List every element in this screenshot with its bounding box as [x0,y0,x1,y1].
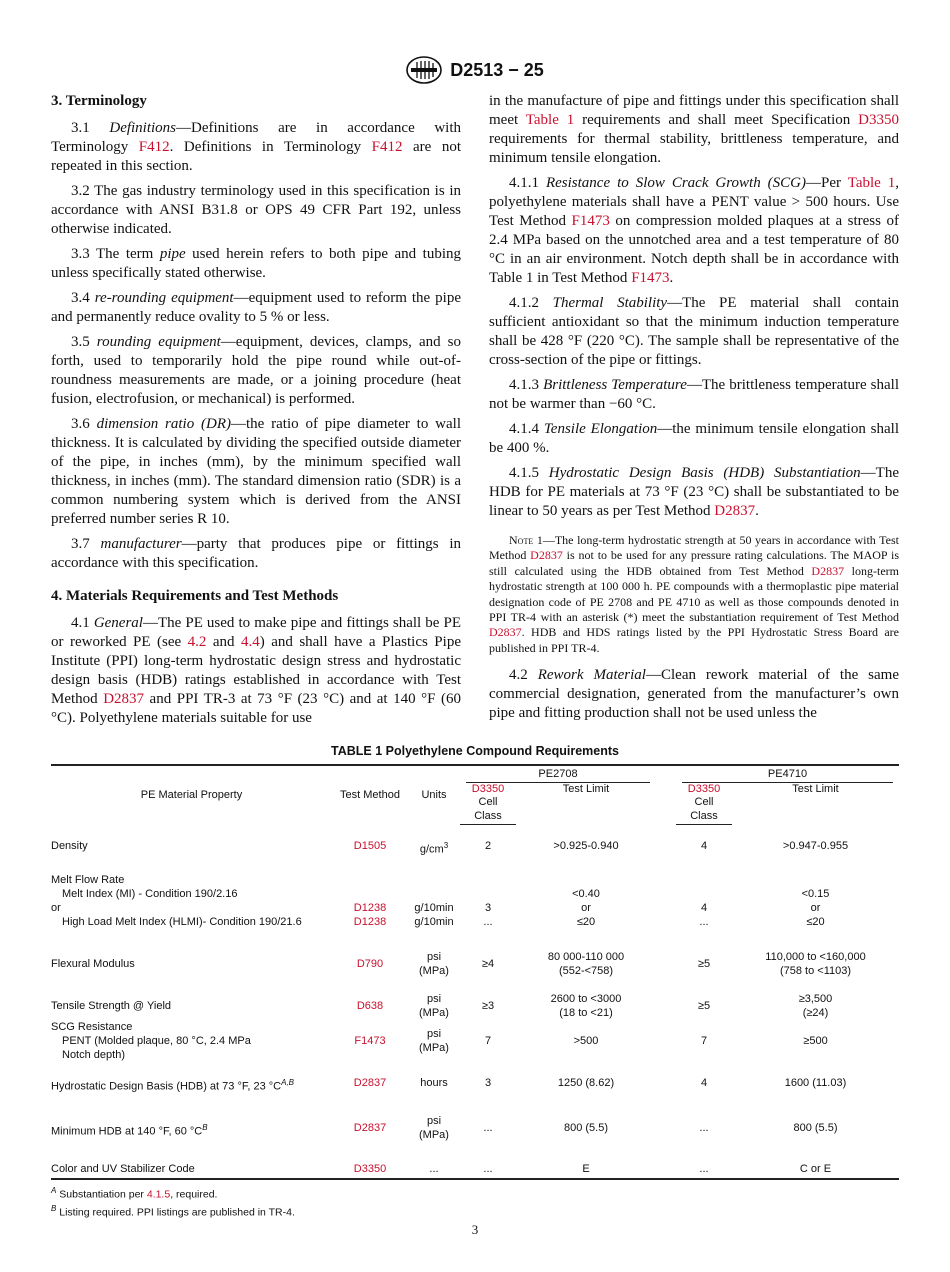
table-row-density: Density D1505 $g/cm^3$ 2 >0.925-0.940 4 >0.947-0.955 [51,839,849,856]
header-cell-class-ref [676,783,732,795]
ref-link[interactable]: F412 [138,139,170,155]
table-row-color: Color and UV Stabilizer Code D3350 ... ... E ... C or E [51,1142,899,1179]
table-row-hlmi: High Load Melt Index (HLMI)- Condition 190/21.6 D1238 g/10min ... ≤20 ... ≤20 [62,915,825,928]
table-title: TABLE 1 Polyethylene Compound Requirements [330,744,619,758]
table-row-tensile: Tensile Strength @ Yield D638 psi (MPa) ≥3 2600 to <3000 (18 to <21) ≥5 ≥3,500 (≥24) [51,992,833,1019]
ref-link[interactable]: D2837 [811,563,845,578]
standard-designation: D2513 − 25 [450,59,544,80]
paragraph-4-1-2: 4.1.2 Thermal Stability—The PE material shall contain sufficient antioxidant so that the minimum induction temperature shall be 428 °F (220 °C). The sample shall be representative of the cross-section of the pipe or fittings. [489,295,899,368]
right-column [489,92,899,729]
paragraph-3-5: 3.5 rounding equipment—equipment, devices, clamps, and so forth, used to temporarily hold the pipe round while out-of-roundness measurements are made, or a joining procedure (heat fusion, electrofusion, or mechanical) is performed. [51,334,461,407]
header-cell-class: Cell Class [676,795,732,825]
ref-link[interactable]: D3350 [687,783,721,795]
ref-link[interactable]: 4.2 [187,634,207,650]
ref-link[interactable]: Table 1 [847,175,896,191]
ref-link[interactable]: D1238 [353,915,387,928]
table-row-melt-index: Melt Index (MI) - Condition 190/2.16 D1238 g/10min 3 <0.40 4 <0.15 [62,887,830,914]
header-cell-class: Cell Class [460,795,516,825]
note-1: Note 1—The long-term hydrostatic strength at 50 years in accordance with Test Method D2837 is not to be used for any pressure rating calculations. The MAOP is still calculated using the HDB obtained from Test Method D2837 long-term hydrostatic strength at 100 000 h. PE compounds with a thermoplastic pipe material designation code of PE 2708 and PE 4710 as well as those compounds denoted in PPI TR-4 with an asterisk (*) meet the substantiation requirement of Test Method D2837. HDB and HDS ratings listed by the PPI Hydrostatic Stress Board are published in PPI TR-4. [489,533,899,655]
ref-link[interactable]: F1473 [631,270,670,286]
ref-link[interactable]: D2837 [489,625,522,640]
left-column [51,92,461,734]
footnote-a: $^A$ Substantiation per 4.1.5, required. [51,1186,218,1201]
astm-logo-icon [406,56,442,84]
paragraph-3-6: 3.6 dimension ratio (DR)—the ratio of pipe diameter to wall thickness. It is calculated by dividing the specified outside diameter of the pipe, in inches (mm), by the minimum specified wall thickness, in inches (mm). The standard dimension ratio (SDR) is a common numbering system which is derived from the ANSI preferred number series R 10. [51,416,461,527]
ref-link[interactable]: D2837 [714,503,756,519]
table-row-hdb: Hydrostatic Design Basis (HDB) at 73 °F, 23 $^\circ C^{A,B}$ D2837 hours 3 1250 (8.62) 4 1600 (11.03) [51,1076,847,1093]
header-property: PE Material Property [51,765,332,825]
header-test-limit: Test Limit [792,783,839,795]
header-pe4710: PE4710 [676,765,899,783]
ref-link[interactable]: D790 [356,957,384,970]
table-row-scg: SCG Resistance PENT (Molded plaque, 80 °C, 2.4 MPa Notch depth) F1473 psi (MPa) 7 >500 7 ≥500 [51,1020,828,1061]
paragraph-4-1-5: 4.1.5 Hydrostatic Design Basis (HDB) Substantiation—The HDB for PE materials at 73 °F (23 °C) shall be substantiated to be linear to 50 years as per Test Method D2837. [489,465,899,519]
ref-link[interactable]: F1473 [571,213,610,229]
ref-link[interactable]: D1238 [353,901,387,914]
ref-link[interactable]: Table 1 [525,112,575,128]
ref-link[interactable]: D2837 [353,1122,387,1135]
header-cell-class-ref [460,783,516,795]
section-heading-terminology: 3. Terminology [51,93,147,109]
ref-link[interactable]: D1505 [353,839,387,852]
paragraph-3-3: 3.3 The term pipe used herein refers to both pipe and tubing unless specifically stated otherwise. [51,246,461,281]
table-row-min-hdb: Minimum HDB at 140 °F, 60 $^\circ C^B$ D2837 psi (MPa) ... 800 (5.5) ... 800 (5.5) [51,1115,838,1142]
ref-link[interactable]: D2837 [353,1076,387,1089]
ref-link[interactable]: D3350 [353,1163,387,1176]
table-row-flexural: Flexural Modulus D790 psi (MPa) ≥4 80 000-110 000 (552-<758) ≥5 110,000 to <160,000 (758 to <1103) [51,950,866,977]
ref-link[interactable]: D3350 [858,112,899,128]
table-1 [51,744,899,1219]
paragraph-4-1-1: 4.1.1 Resistance to Slow Crack Growth (SCG)—Per Table 1, polyethylene materials shall have a PENT value > 500 hours. Use Test Method F1473 on compression molded plaques at a stress of 2.4 MPa based on the unnotched area and a test temperature of 80 °C in an air environment. Notch depth shall be in accordance with Table 1 in Test Method F1473. [489,175,900,286]
table-row-melt-flow: Melt Flow Rate [51,873,125,886]
ref-link[interactable]: D2837 [103,691,145,707]
paragraph-3-2: 3.2 The gas industry terminology used in this specification is in accordance with ANSI B31.8 or OPS 49 CFR Part 192, unless otherwise indicated. [51,183,461,237]
ref-link[interactable]: D638 [356,999,384,1012]
paragraph-4-1-4: 4.1.4 Tensile Elongation—the minimum tensile elongation shall be 400 %. [489,421,900,456]
table-footnotes [51,1184,899,1219]
paragraph-4-1: 4.1 General—The PE used to make pipe and fittings shall be PE or reworked PE (see 4.2 and 4.4) and shall have a Plastics Pipe Institute (PPI) long-term hydrostatic design stress and hydrostatic design basis (HDB) ratings established in accordance with Test Method D2837 and PPI TR-3 at 73 °F (23 °C) and at 140 °F (60 °C). Polyethylene materials suitable for use [51,615,461,726]
section-heading-materials: 4. Materials Requirements and Test Methods [51,588,339,604]
ref-link[interactable]: D3350 [471,783,505,795]
requirements-table [51,764,899,1180]
ref-link[interactable]: 4.4 [240,634,260,650]
footnote-b: $^B$ Listing required. PPI listings are published in TR-4. [51,1203,295,1219]
page-number: 3 [471,1222,479,1237]
paragraph-3-7: 3.7 manufacturer—party that produces pipe or fittings in accordance with this specification. [51,536,462,571]
table-row-or: or or or [51,901,821,914]
paragraph-4-2: 4.2 Rework Material—Clean rework material of the same commercial designation, generated from the manufacturer’s own pipe and fitting production shall not be used unless the [489,667,899,722]
paragraph-3-4: 3.4 re-rounding equipment—equipment used to reform the pipe and permanently reduce ovality to 5 % or less. [51,290,461,325]
paragraph-4-1-continued: in the manufacture of pipe and fittings under this specification shall meet Table 1 requirements and shall meet Specification D3350 requirements for thermal stability, brittleness temperature, and minimum tensile elongation. [489,93,899,166]
header-units: Units [408,765,460,825]
ref-link[interactable]: 4.1.5 [146,1188,171,1201]
header-test-method: Test Method [332,765,408,825]
page-header [0,56,950,84]
ref-link[interactable]: D2837 [530,548,563,563]
ref-link[interactable]: F1473 [354,1034,386,1047]
paragraph-4-1-3: 4.1.3 Brittleness Temperature—The brittleness temperature shall not be warmer than −60 °C. [489,377,900,412]
header-test-limit: Test Limit [562,783,610,795]
ref-link[interactable]: F412 [371,139,403,155]
paragraph-3-1: 3.1 Definitions—Definitions are in accordance with Terminology F412. Definitions in Terminology F412 are not repeated in this section. [51,120,461,174]
header-pe2708: PE2708 [460,765,656,783]
